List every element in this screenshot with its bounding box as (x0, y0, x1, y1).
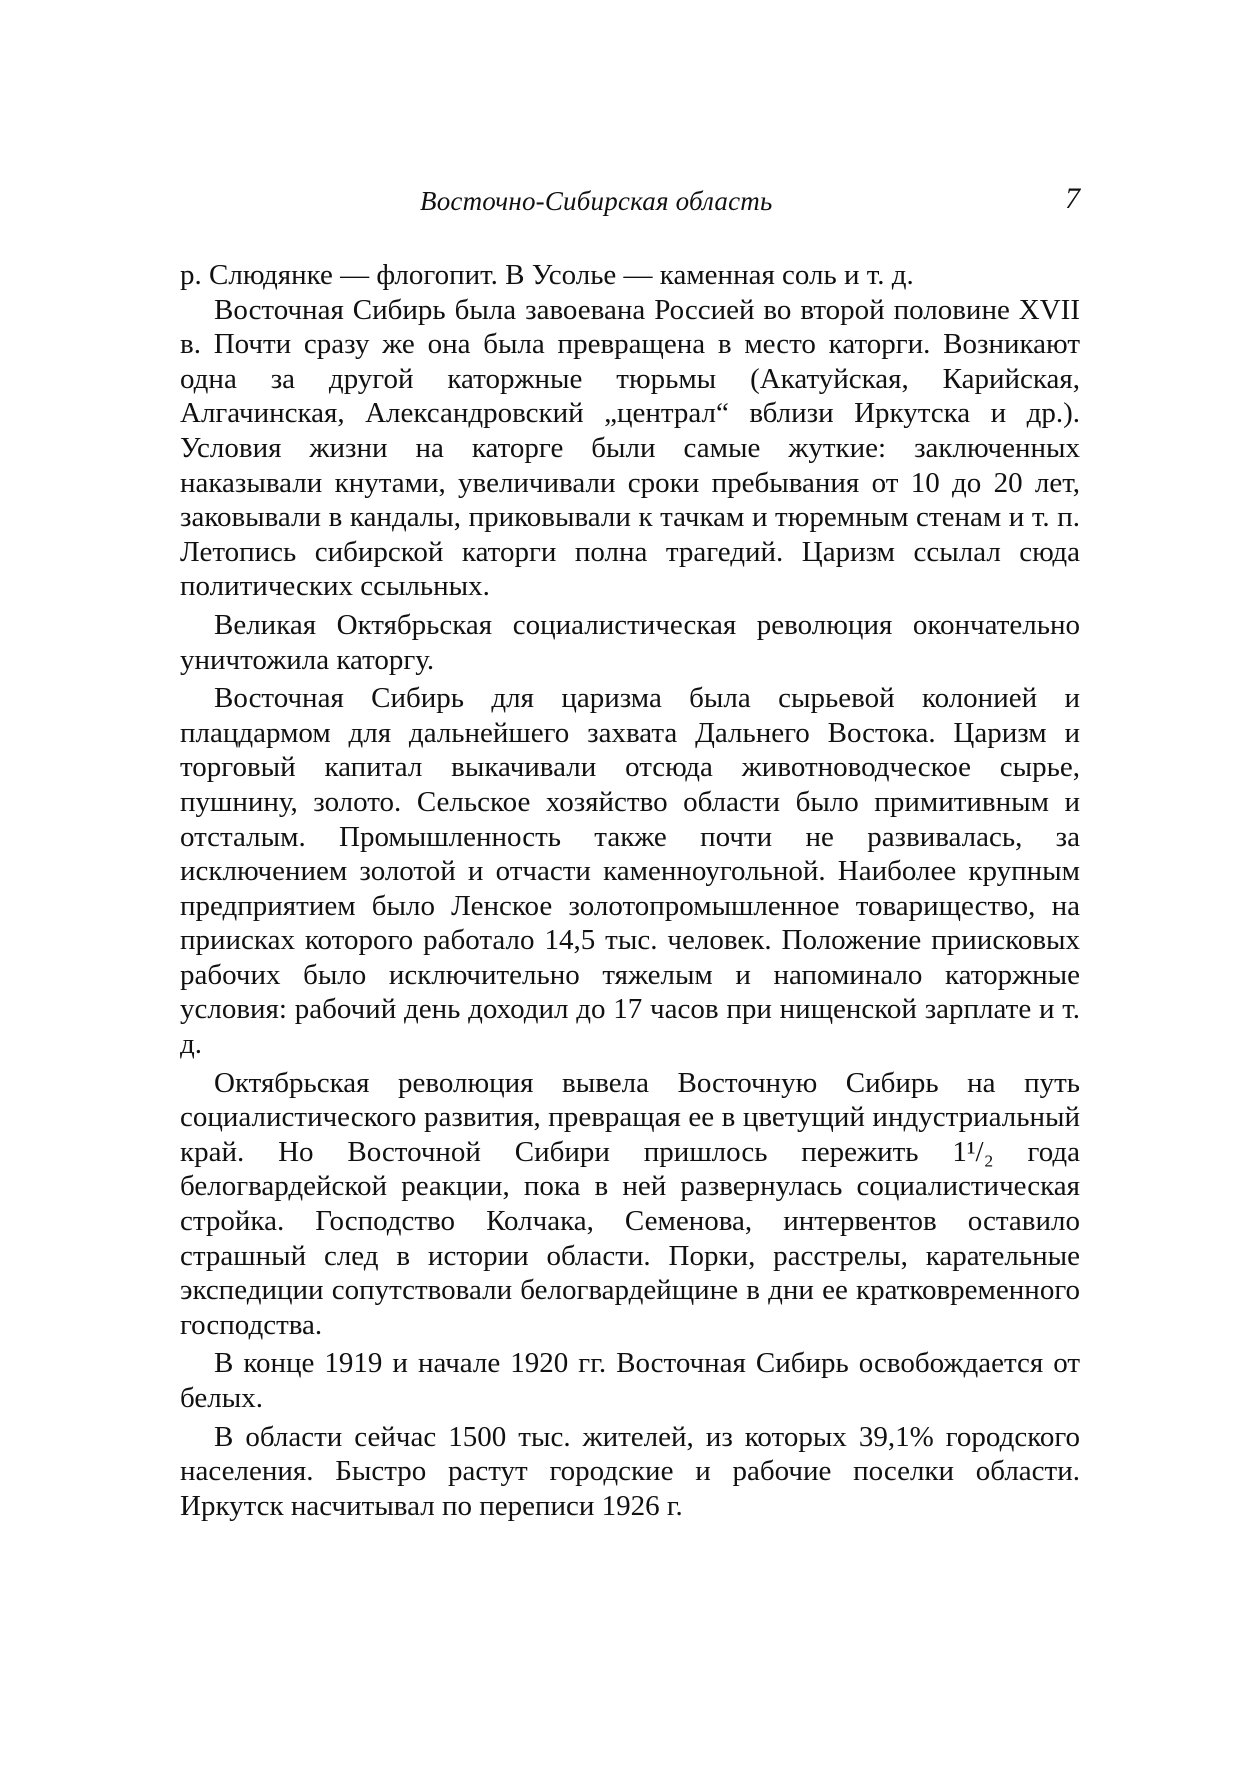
body-text (180, 258, 1080, 1523)
paragraph-socialist-development: Октябрьская революция вывела Восточную Сибирь на путь социалистического развития, превращая ее в цветущий индустриальный край. Но Восточной Сибири пришлось пережить 1¹/₂ года белогвардейской реакции, пока в ней развернулась социалистическая стройка. Господство Колчака, Семенова, интервентов оставило страшный след в истории области. Порки, расстрелы, карательные экспедиции сопутствовали белогвардейщине в дни ее кратковременного господства. (180, 1066, 1080, 1341)
paragraph-liberation: В конце 1919 и начале 1920 гг. Восточная Сибирь освобождается от белых. (180, 1347, 1080, 1414)
running-title: Восточно-Сибирская область (420, 186, 773, 216)
paragraph-raw-material-colony: Восточная Сибирь для царизма была сырьевой колонией и плацдармом для дальнейшего захвата Дальнего Востока. Царизм и торговый капитал выкачивали отсюда животноводческое сырье, пушнину, золото. Сельское хозяйство области было примитивным и отсталым. Промышленность также почти не развивалась, за исключением золотой и отчасти каменноугольной. Наиболее крупным предприятием было Ленское золотопромышленное товарищество, на приисках которого работало 14,5 тыс. человек. Положение приисковых рабочих было исключительно тяжелым и напоминало каторжные условия: рабочий день доходил до 17 часов при нищенской зарплате и т. д. (180, 682, 1080, 1061)
page-number: 7 (1065, 182, 1080, 215)
running-head (180, 182, 1080, 226)
paragraph-continuation: р. Слюдянке — флогопит. В Усолье — каменная соль и т. д. (180, 259, 914, 291)
paragraph-revolution-abolished-katorga: Великая Октябрьская социалистическая революция окончательно уничтожила каторгу. (180, 608, 1080, 676)
paragraph-conquest-and-katorga: Восточная Сибирь была завоевана Россией во второй половине XVII в. Почти сразу же она была превращена в место каторги. Возникают одна за другой каторжные тюрьмы (Акатуйская, Карийская, Алгачинская, Александровский „централ“ вблизи Иркутска и др.). Условия жизни на каторге были самые жуткие: заключенных наказывали кнутами, увеличивали сроки пребывания от 10 до 20 лет, заковывали в кандалы, приковывали к тачкам и тюремным стенам и т. п. Летопись сибирской каторги полна трагедий. Царизм ссылал сюда политических ссыльных. (180, 293, 1080, 603)
paragraph-population: В области сейчас 1500 тыс. жителей, из которых 39,1% городского населения. Быстро растут городские и рабочие поселки области. Иркутск насчитывал по переписи 1926 г. (180, 1420, 1080, 1522)
